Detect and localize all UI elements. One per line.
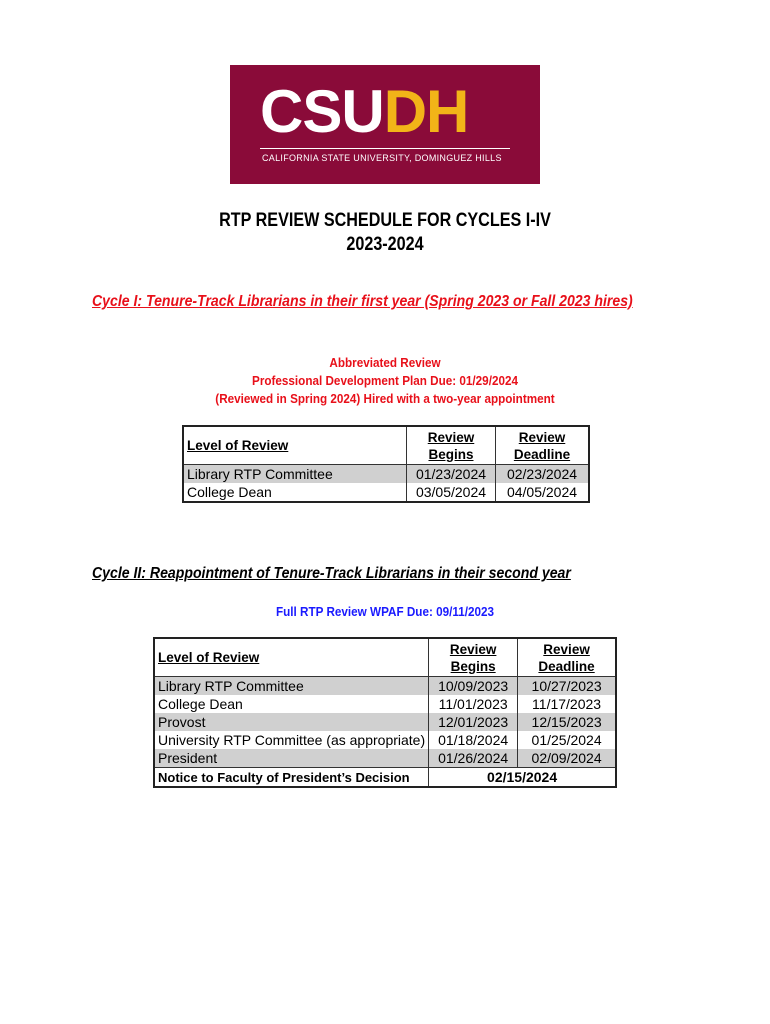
cycle1-table xyxy=(182,425,590,503)
level: Notice to Faculty of President’s Decision xyxy=(154,768,429,788)
table-row xyxy=(154,677,616,696)
cycle1-note-3: (Reviewed in Spring 2024) Hired with a two-year appointment xyxy=(215,391,555,406)
final-decision-row xyxy=(154,768,616,788)
level: University RTP Committee (as appropriate) xyxy=(154,731,429,749)
deadline: 04/05/2024 xyxy=(496,483,590,502)
col-header-deadline: Review Deadline xyxy=(496,426,590,465)
deadline: 01/25/2024 xyxy=(518,731,616,749)
begins: 12/01/2023 xyxy=(429,713,518,731)
cycle2-table xyxy=(153,637,617,788)
deadline: 02/23/2024 xyxy=(496,465,590,484)
col-header-level: Level of Review xyxy=(154,638,429,677)
col-header-level: Level of Review xyxy=(183,426,407,465)
deadline: 02/09/2024 xyxy=(518,749,616,768)
logo-dh: DH xyxy=(383,78,469,145)
decision-date: 02/15/2024 xyxy=(429,768,616,788)
cycle1-note-2: Professional Development Plan Due: 01/29/2024 xyxy=(252,373,518,388)
deadline: 11/17/2023 xyxy=(518,695,616,713)
table-row xyxy=(154,695,616,713)
cycle2-note: Full RTP Review WPAF Due: 09/11/2023 xyxy=(275,604,495,619)
table-row xyxy=(154,749,616,768)
logo-csu: CSU xyxy=(260,78,384,145)
col-header-begins: Review Begins xyxy=(407,426,496,465)
col-header-begins: Review Begins xyxy=(429,638,518,677)
table-row xyxy=(183,483,589,502)
level: Library RTP Committee xyxy=(154,677,429,696)
level: Provost xyxy=(154,713,429,731)
table-row xyxy=(154,713,616,731)
col-header-deadline: Review Deadline xyxy=(518,638,616,677)
level: Library RTP Committee xyxy=(183,465,407,484)
begins: 01/18/2024 xyxy=(429,731,518,749)
begins: 01/23/2024 xyxy=(407,465,496,484)
begins: 03/05/2024 xyxy=(407,483,496,502)
table-row xyxy=(183,465,589,484)
begins: 01/26/2024 xyxy=(429,749,518,768)
csudh-logo xyxy=(230,65,540,184)
deadline: 12/15/2023 xyxy=(518,713,616,731)
page-year: 2023-2024 xyxy=(346,234,424,255)
page-title: RTP REVIEW SCHEDULE FOR CYCLES I-IV xyxy=(219,210,551,231)
begins: 11/01/2023 xyxy=(429,695,518,713)
deadline: 10/27/2023 xyxy=(518,677,616,696)
level: College Dean xyxy=(154,695,429,713)
cycle2-heading: Cycle II: Reappointment of Tenure-Track Librarians in their second year xyxy=(92,565,571,582)
logo-subtitle: CALIFORNIA STATE UNIVERSITY, DOMINGUEZ HILLS xyxy=(262,153,502,163)
cycle1-note-1: Abbreviated Review xyxy=(329,355,441,370)
level: President xyxy=(154,749,429,768)
table-row xyxy=(154,731,616,749)
level: College Dean xyxy=(183,483,407,502)
cycle1-heading: Cycle I: Tenure-Track Librarians in their first year (Spring 2023 or Fall 2023 hires) xyxy=(92,293,633,310)
begins: 10/09/2023 xyxy=(429,677,518,696)
